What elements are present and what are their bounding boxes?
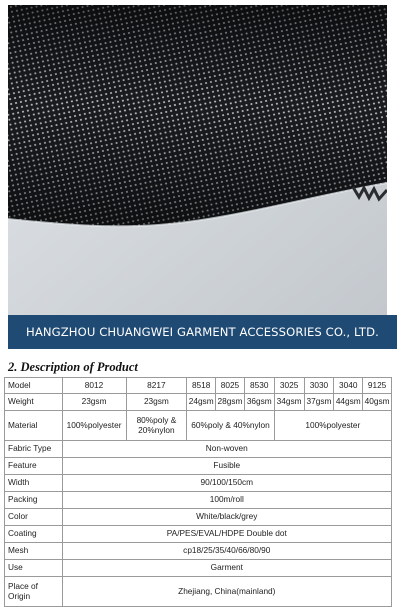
company-banner: [8, 315, 397, 349]
row-value: Garment: [62, 560, 391, 577]
table-row: [5, 441, 392, 458]
weight-cell: 23gsm: [62, 394, 126, 411]
row-label: Use: [5, 560, 63, 577]
weight-cell: 28gsm: [216, 394, 245, 411]
table-row: [5, 577, 392, 607]
table-row: [5, 411, 392, 441]
table-row: [5, 475, 392, 492]
model-cell: 3025: [274, 378, 304, 394]
table-row: [5, 492, 392, 509]
row-label: Model: [5, 378, 63, 394]
model-cell: 8012: [62, 378, 126, 394]
weight-cell: 34gsm: [274, 394, 304, 411]
row-value: White/black/grey: [62, 509, 391, 526]
table-row: [5, 543, 392, 560]
row-label: Packing: [5, 492, 63, 509]
table-row: [5, 394, 392, 411]
model-cell: 3030: [304, 378, 334, 394]
model-cell: 3040: [334, 378, 363, 394]
model-cell: 8530: [244, 378, 274, 394]
table-row: [5, 509, 392, 526]
model-cell: 8518: [187, 378, 216, 394]
row-value: 100m/roll: [62, 492, 391, 509]
model-cell: 8217: [126, 378, 187, 394]
row-label: Feature: [5, 458, 63, 475]
model-cell: 8025: [216, 378, 245, 394]
row-label: Fabric Type: [5, 441, 63, 458]
weight-cell: 44gsm: [334, 394, 363, 411]
table-row: [5, 526, 392, 543]
row-label: Mesh: [5, 543, 63, 560]
row-value: PA/PES/EVAL/HDPE Double dot: [62, 526, 391, 543]
table-row: [5, 560, 392, 577]
table-row: [5, 458, 392, 475]
row-label: Weight: [5, 394, 63, 411]
material-cell: 100%polyester: [274, 411, 391, 441]
weight-cell: 23gsm: [126, 394, 187, 411]
row-label: Material: [5, 411, 63, 441]
row-value: cp18/25/35/40/66/80/90: [62, 543, 391, 560]
spec-table: [4, 377, 392, 607]
material-cell: 60%poly & 40%nylon: [187, 411, 274, 441]
weight-cell: 37gsm: [304, 394, 334, 411]
material-cell: 80%poly & 20%nylon: [126, 411, 187, 441]
weight-cell: 24gsm: [187, 394, 216, 411]
company-name: HANGZHOU CHUANGWEI GARMENT ACCESSORIES CO., LTD.: [26, 325, 379, 339]
row-value: 90/100/150cm: [62, 475, 391, 492]
row-label: Place of Origin: [5, 577, 63, 607]
weight-cell: 36gsm: [244, 394, 274, 411]
product-photo: [8, 5, 387, 315]
model-cell: 9125: [363, 378, 392, 394]
weight-cell: 40gsm: [363, 394, 392, 411]
row-value: Non-woven: [62, 441, 391, 458]
row-label: Coating: [5, 526, 63, 543]
row-value: Zhejiang, China(mainland): [62, 577, 391, 607]
row-label: Color: [5, 509, 63, 526]
table-row: [5, 378, 392, 394]
section-title: 2. Description of Product: [8, 360, 138, 374]
material-cell: 100%polyester: [62, 411, 126, 441]
row-value: Fusible: [62, 458, 391, 475]
row-label: Width: [5, 475, 63, 492]
